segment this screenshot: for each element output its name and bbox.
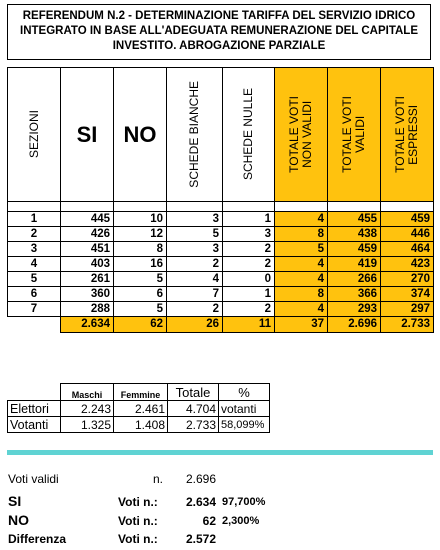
total-si: 2.634 — [61, 317, 114, 333]
cell-non-validi: 4 — [275, 272, 328, 287]
cell-sez: 1 — [8, 212, 61, 227]
elettori-label: Elettori — [8, 401, 61, 417]
cell-bianche: 3 — [167, 242, 223, 257]
si-label: SI — [8, 493, 22, 509]
cell-si: 426 — [61, 227, 114, 242]
cell-sez: 3 — [8, 242, 61, 257]
cell-validi: 293 — [328, 302, 381, 317]
cell-sez: 2 — [8, 227, 61, 242]
cell-espressi: 374 — [381, 287, 434, 302]
diff-sub: Voti n.: — [118, 532, 158, 546]
votanti-label: Votanti — [8, 417, 61, 433]
results-by-section-table — [7, 67, 434, 333]
votanti-femmine: 1.408 — [114, 417, 168, 433]
total-bianche: 26 — [167, 317, 223, 333]
cell-non-validi: 4 — [275, 302, 328, 317]
row-elettori — [8, 401, 270, 417]
cell-validi: 459 — [328, 242, 381, 257]
cell-bianche: 5 — [167, 227, 223, 242]
cell-no: 12 — [114, 227, 167, 242]
cell-no: 6 — [114, 287, 167, 302]
si-value: 2.634 — [185, 495, 216, 509]
cell-si: 261 — [61, 272, 114, 287]
header-totale-validi: TOTALE VOTI VALIDI — [328, 68, 381, 202]
votanti-maschi: 1.325 — [61, 417, 114, 433]
validi-value: 2.696 — [185, 472, 216, 486]
no-percent: 2,300% — [222, 515, 260, 527]
elettori-femmine: 2.461 — [114, 401, 168, 417]
validi-label: Voti validi — [8, 472, 59, 486]
cell-espressi: 270 — [381, 272, 434, 287]
cell-si: 451 — [61, 242, 114, 257]
cell-nulle: 0 — [223, 272, 275, 287]
title-line-1: REFERENDUM N.2 - DETERMINAZIONE TARIFFA DEL SERVIZIO IDRICO — [22, 10, 416, 22]
cell-no: 5 — [114, 302, 167, 317]
no-label: NO — [8, 512, 29, 528]
cell-sez: 6 — [8, 287, 61, 302]
section-row — [8, 227, 434, 242]
cell-espressi: 297 — [381, 302, 434, 317]
votanti-pct: 58,099% — [219, 417, 270, 433]
cell-si: 445 — [61, 212, 114, 227]
total-validi: 2.696 — [328, 317, 381, 333]
row-votanti — [8, 417, 270, 433]
turnout-table — [7, 383, 270, 433]
cell-bianche: 2 — [167, 257, 223, 272]
cell-non-validi: 5 — [275, 242, 328, 257]
section-row — [8, 302, 434, 317]
si-percent: 97,700% — [222, 496, 266, 508]
header-si: SI — [61, 68, 114, 202]
cell-non-validi: 4 — [275, 212, 328, 227]
section-row — [8, 272, 434, 287]
cell-espressi: 459 — [381, 212, 434, 227]
cell-non-validi: 8 — [275, 287, 328, 302]
cell-bianche: 2 — [167, 302, 223, 317]
elettori-totale: 4.704 — [168, 401, 219, 417]
elettori-pct: votanti — [219, 401, 270, 417]
cell-nulle: 2 — [223, 257, 275, 272]
cell-no: 16 — [114, 257, 167, 272]
validi-sub: n. — [153, 472, 164, 486]
cell-bianche: 4 — [167, 272, 223, 287]
cell-espressi: 464 — [381, 242, 434, 257]
cell-espressi: 423 — [381, 257, 434, 272]
turnout-corner — [8, 384, 61, 401]
cell-nulle: 1 — [223, 212, 275, 227]
cell-validi: 366 — [328, 287, 381, 302]
section-row — [8, 287, 434, 302]
votanti-totale: 2.733 — [168, 417, 219, 433]
header-femmine: Femmine — [114, 384, 168, 401]
cell-nulle: 1 — [223, 287, 275, 302]
diff-value: 2.572 — [185, 532, 216, 546]
total-nulle: 11 — [223, 317, 275, 333]
cell-non-validi: 8 — [275, 227, 328, 242]
spacer-row — [8, 202, 434, 212]
referendum-title — [7, 4, 431, 60]
cell-nulle: 2 — [223, 242, 275, 257]
header-schede-nulle: SCHEDE NULLE — [223, 68, 275, 202]
si-sub: Voti n.: — [118, 495, 158, 509]
cell-sez: 5 — [8, 272, 61, 287]
cell-si: 403 — [61, 257, 114, 272]
header-no: NO — [114, 68, 167, 202]
header-totale-non-validi: TOTALE VOTI NON VALIDI — [275, 68, 328, 202]
header-percent: % — [219, 384, 270, 401]
section-divider — [7, 450, 433, 455]
totals-blank — [8, 317, 61, 333]
cell-non-validi: 4 — [275, 257, 328, 272]
elettori-maschi: 2.243 — [61, 401, 114, 417]
cell-bianche: 7 — [167, 287, 223, 302]
cell-validi: 266 — [328, 272, 381, 287]
no-sub: Voti n.: — [118, 514, 158, 528]
cell-no: 8 — [114, 242, 167, 257]
total-espressi: 2.733 — [381, 317, 434, 333]
cell-validi: 419 — [328, 257, 381, 272]
total-non-validi: 37 — [275, 317, 328, 333]
section-row — [8, 212, 434, 227]
header-sezioni: SEZIONI — [8, 68, 61, 202]
cell-bianche: 3 — [167, 212, 223, 227]
cell-si: 288 — [61, 302, 114, 317]
title-line-2: INTEGRATO IN BASE ALL'ADEGUATA REMUNERAZIONE DEL CAPITALE — [20, 25, 418, 37]
cell-no: 10 — [114, 212, 167, 227]
cell-validi: 438 — [328, 227, 381, 242]
header-schede-bianche: SCHEDE BIANCHE — [167, 68, 223, 202]
cell-si: 360 — [61, 287, 114, 302]
header-totale-espressi: TOTALE VOTI ESPRESSI — [381, 68, 434, 202]
diff-label: Differenza — [8, 532, 67, 546]
no-value: 62 — [202, 514, 216, 528]
cell-validi: 455 — [328, 212, 381, 227]
header-maschi: Maschi — [61, 384, 114, 401]
cell-espressi: 446 — [381, 227, 434, 242]
cell-no: 5 — [114, 272, 167, 287]
header-totale: Totale — [168, 384, 219, 401]
section-row — [8, 242, 434, 257]
total-no: 62 — [114, 317, 167, 333]
cell-sez: 7 — [8, 302, 61, 317]
section-row — [8, 257, 434, 272]
cell-sez: 4 — [8, 257, 61, 272]
cell-nulle: 3 — [223, 227, 275, 242]
totals-row — [8, 317, 434, 333]
cell-nulle: 2 — [223, 302, 275, 317]
title-line-3: INVESTITO. ABROGAZIONE PARZIALE — [112, 40, 326, 52]
